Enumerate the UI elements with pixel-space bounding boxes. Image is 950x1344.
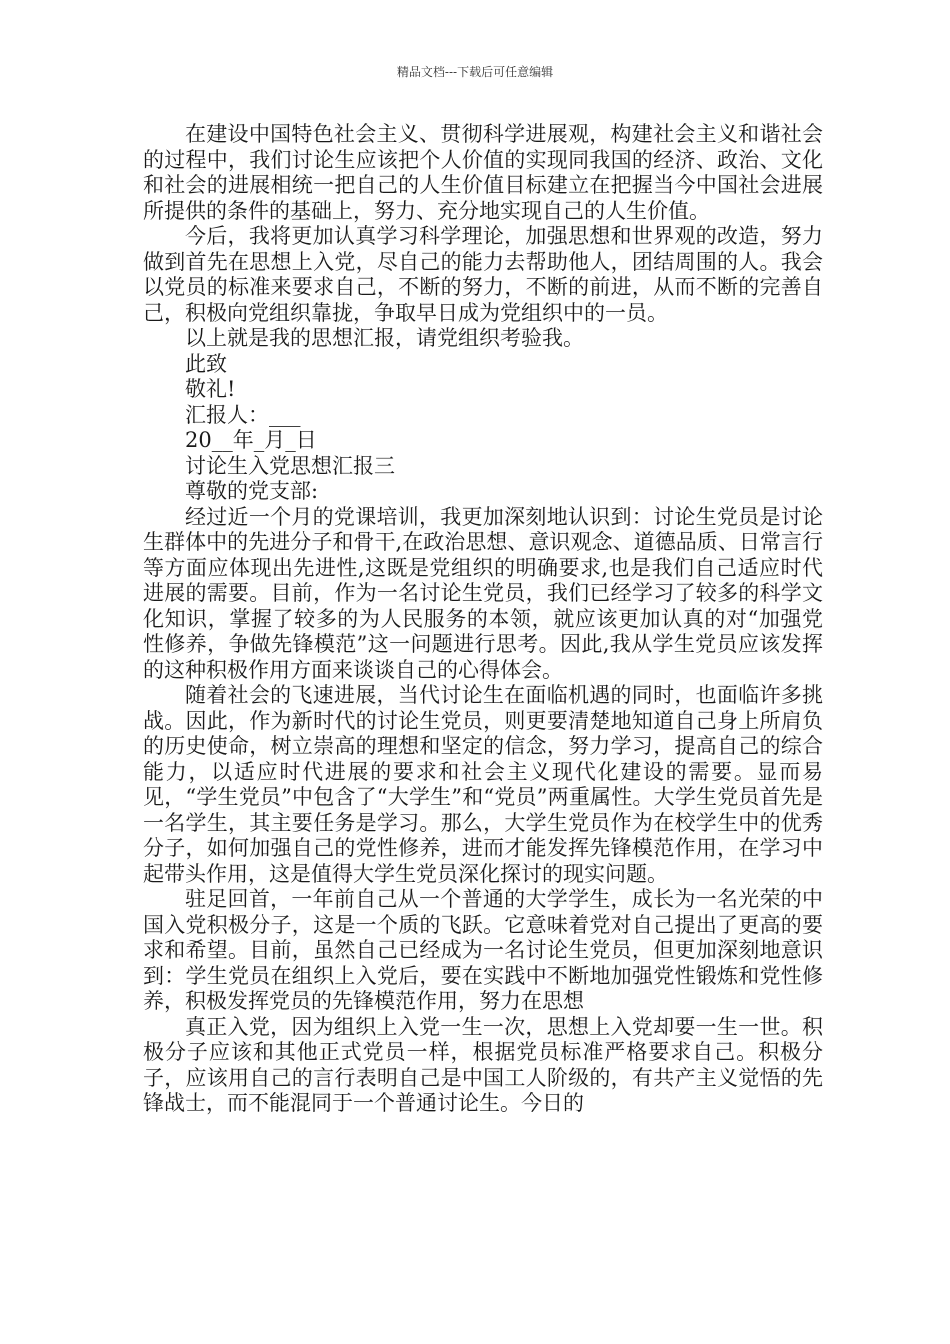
closing-line-2: 敬礼!	[185, 377, 236, 401]
paragraph-3: 以上就是我的思想汇报，请党组织考验我。	[185, 326, 584, 350]
section-title: 讨论生入党思想汇报三	[185, 453, 395, 478]
paragraph-6: 驻足回首，一年前自己从一个普通的大学学生，成长为一名光荣的中国入党积极分子，这是一个质的飞跃。它意味着党对自己提出了更高的要求和希望。目前，虽然自己已经成为一名讨论生党员，但更加深刻地意识到：学生党员在组织上入党后，要在实践中不断地加强党性锻炼和党性修养，积极发挥党员的先锋模范作用，努力在思想	[143, 887, 823, 1013]
closing-line-1: 此致	[185, 351, 227, 376]
document-body	[143, 122, 823, 1117]
paragraph-7: 真正入党，因为组织上入党一生一次，思想上入党却要一生一世。积极分子应该和其他正式党员一样，根据党员标准严格要求自己。积极分子，应该用自己的言行表明自己是中国工人阶级的，有共产主义觉悟的先锋战士，而不能混同于一个普通讨论生。今日的	[143, 1014, 823, 1115]
page-header: 精品文档---下载后可任意编辑	[396, 65, 554, 79]
paragraph-1: 在建设中国特色社会主义、贯彻科学进展观，构建社会主义和谐社会的过程中，我们讨论生应该把个人价值的实现同我国的经济、政治、文化和社会的进展相统一把自己的人生价值目标建立在把握当今中国社会进展所提供的条件的基础上，努力、充分地实现自己的人生价值。	[143, 122, 823, 223]
paragraph-4: 经过近一个月的党课培训，我更加深刻地认识到：讨论生党员是讨论生群体中的先进分子和骨干,在政治思想、意识观念、道德品质、日常言行等方面应体现出先进性,这既是党组织的明确要求,也是我们自己适应时代进展的需要。目前，作为一名讨论生党员，我们已经学习了较多的科学文化知识，掌握了较多的为人民服务的本领，就应该更加认真的对“加强党性修养，争做先锋模范”这一问题进行思考。因此,我从学生党员应该发挥的这种积极作用方面来谈谈自己的心得体会。	[143, 504, 823, 682]
paragraph-2: 今后，我将更加认真学习科学理论，加强思想和世界观的改造，努力做到首先在思想上入党，尽自己的能力去帮助他人，团结周围的人。我会以党员的标准来要求自己，不断的努力，不断的前进，从而不断的完善自己，积极向党组织靠拢，争取早日成为党组织中的一员。	[143, 224, 823, 325]
reporter-line: 汇报人：___	[185, 402, 301, 427]
date-line: 20__年_月_日	[185, 428, 317, 452]
salutation: 尊敬的党支部:	[185, 479, 319, 503]
paragraph-5: 随着社会的飞速进展，当代讨论生在面临机遇的同时，也面临许多挑战。因此，作为新时代的讨论生党员，则更要清楚地知道自己身上所肩负的历史使命，树立崇高的理想和坚定的信念，努力学习，提高自己的综合能力，以适应时代进展的要求和社会主义现代化建设的需要。显而易见，“学生党员”中包含了“大学生”和“党员”两重属性。大学生党员首先是一名学生，其主要任务是学习。那么，大学生党员作为在校学生中的优秀分子，如何加强自己的党性修养，进而才能发挥先锋模范作用，在学习中起带头作用，这是值得大学生党员深化探讨的现实问题。	[143, 683, 823, 886]
